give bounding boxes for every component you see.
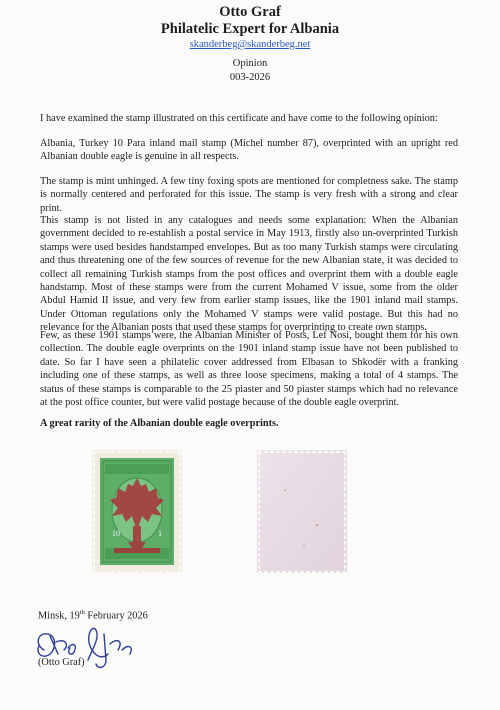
place-date: Minsk, 19th February 2026 — [38, 609, 148, 622]
explanation-paragraph: This stamp is not listed in any catalogues and needs some explanation: When the Albanian government decided to re-establish a postal service in May 1913, firstly also un-overprinted Turkish stamps were used besides handstamped envelopes. But as too many Turkish stamps were circulating and thus threatening one of the few sources of revenue for the new Albanian state, it was decided to collect all remaining Turkish stamps from the post offices and overprint them with a double eagle handstamp. Most of these stamps were from the current Mohamed V issue, some from the older Abdul Hamid II issue, and very few from earlier stamp issues, like the 1901 inland mail stamps. Under Ottoman regulations only the Mohamed V stamps were valid postage. But this had no relevance for the Albanian posts that used these stamps for overprinting to create own stamps. — [40, 215, 458, 334]
condition-paragraph: The stamp is mint unhinged. A few tiny foxing spots are mentioned for completness sake. The stamp is normally centered and perforated for this issue. The stamp is very fresh with a strong and clear print. — [40, 176, 458, 214]
svg-text:10: 10 — [112, 529, 120, 538]
identification-paragraph: Albania, Turkey 10 Para inland mail stamp (Michel number 87), overprinted with an upright red Albanian double eagle is genuine in all respects. — [40, 138, 458, 163]
conclusion-paragraph: A great rarity of the Albanian double eagle overprints. — [40, 418, 279, 429]
history-paragraph: Few, as these 1901 stamps were, the Albanian Minister of Posts, Lef Nosi, bought them for his own collection. The double eagle overprints on the 1901 inland stamp issue have not been published to date. So far I have seen a philatelic cover addressed from Elbasan to Shkodër with a franking including one of these stamps, as well as three loose specimens, making a total of 4 stamps. The status of these stamps is comparable to the 25 piaster and 50 piaster stamps which had no relevance at the post office counter, but were valid postage because of the double eagle overprint. — [40, 330, 458, 409]
intro-paragraph: I have examined the stamp illustrated on this certificate and have come to the following opinion: — [40, 113, 438, 124]
stamp-back-image — [257, 450, 347, 573]
expert-name: Otto Graf — [219, 4, 281, 20]
opinion-label: Opinion — [232, 58, 268, 69]
expert-title: Philatelic Expert for Albania — [160, 21, 340, 37]
stamp-front-image — [92, 450, 182, 573]
signature-name: (Otto Graf) — [38, 657, 85, 668]
email-link[interactable]: skanderbeg@skanderbeg.net — [189, 39, 311, 50]
svg-text:1: 1 — [158, 529, 162, 538]
opinion-number: 003-2026 — [229, 72, 271, 83]
